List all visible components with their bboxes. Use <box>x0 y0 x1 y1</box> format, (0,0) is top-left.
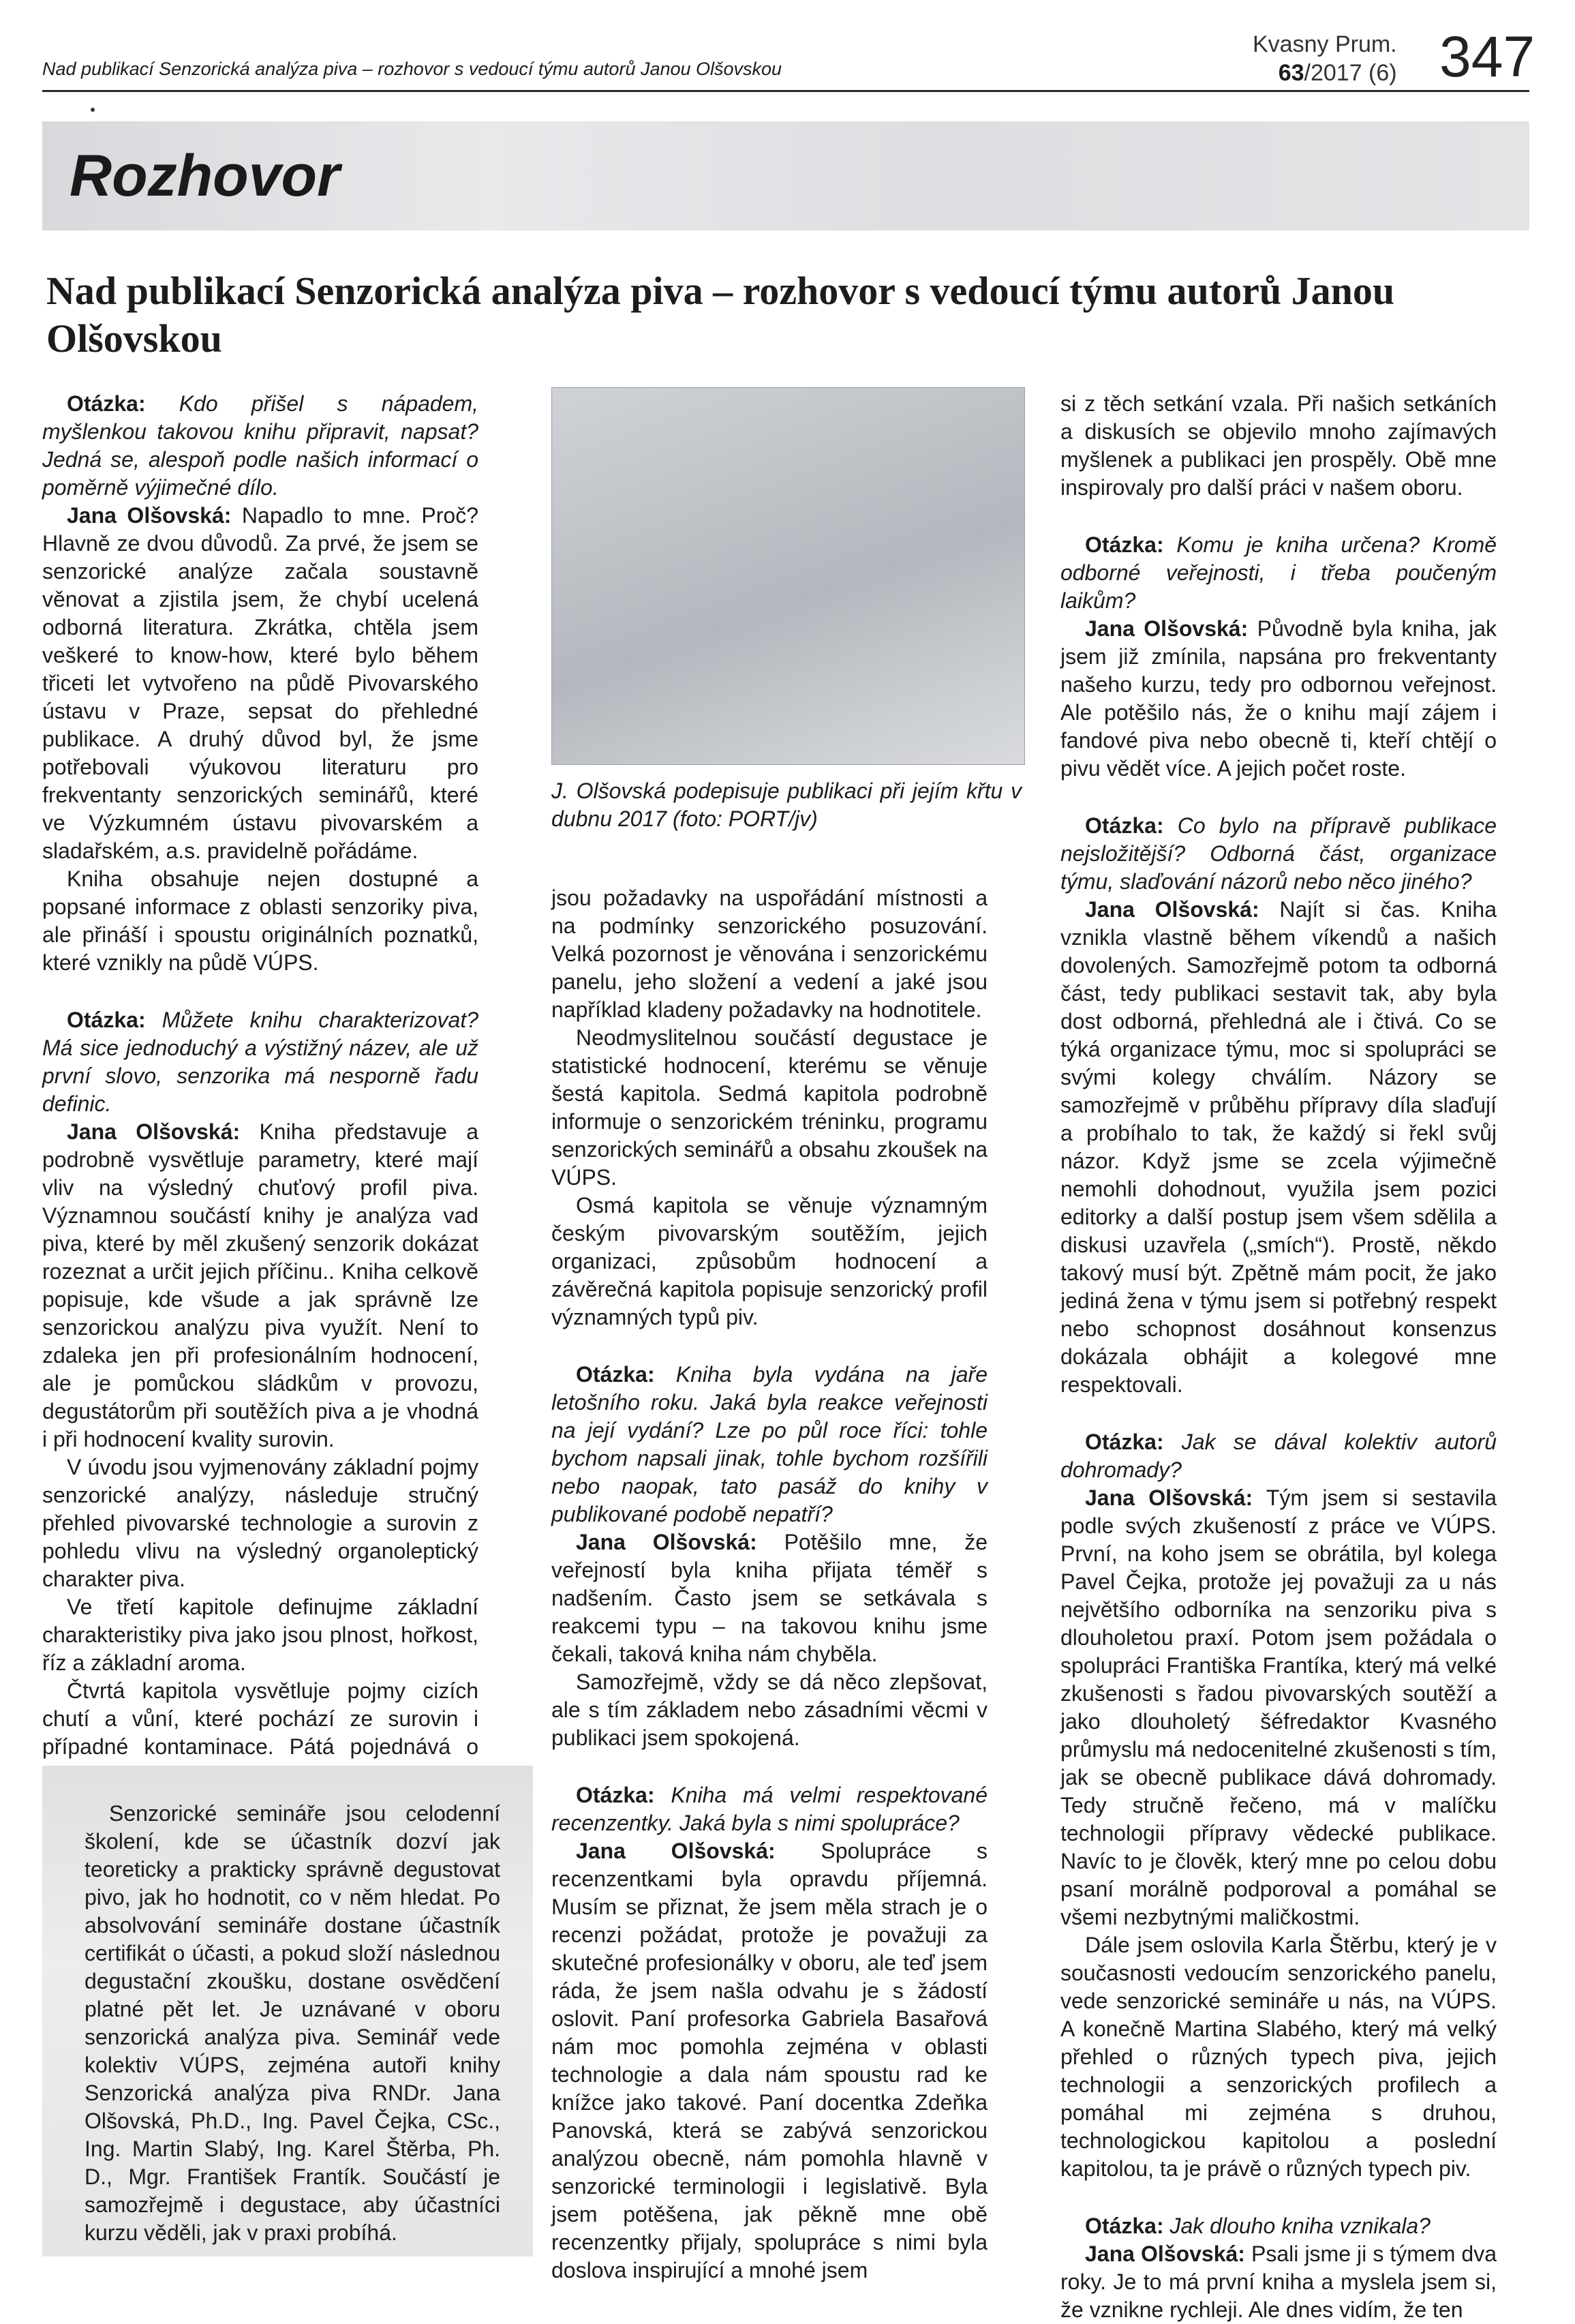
body-paragraph: Osmá kapitola se věnuje významným českým pivovarským soutěžím, jejich organizaci, způsobům hodnocení a závěrečná kapitola popisuje senzorický profil významných typů piv. <box>551 1193 988 1329</box>
photo-caption: J. Olšovská podepisuje publikaci při jejím křtu v dubnu 2017 (foto: PORT/jv) <box>551 779 1022 831</box>
answer-paragraph <box>42 1118 478 1453</box>
answer-paragraph <box>551 1528 988 1668</box>
question-text: Jak dlouho kniha vznikala? <box>1169 2214 1431 2238</box>
question-paragraph <box>1060 812 1497 896</box>
speaker-label: Jana Olšovská: <box>1085 897 1259 922</box>
volume-issue <box>1253 59 1397 87</box>
column-2 <box>551 884 988 2284</box>
question-text: Komu je kniha určena? Kromě odborné veřejnosti, i třeba poučeným laikům? <box>1060 532 1497 613</box>
body-paragraph: Ve třetí kapitole definujme základní charakteristiky piva jako jsou plnost, hořkost, říz a základní aroma. <box>42 1595 478 1675</box>
article-photo <box>551 387 1025 765</box>
question-text: Jak se dával kolektiv autorů dohromady? <box>1060 1430 1497 1482</box>
answer-paragraph <box>1060 615 1497 783</box>
question-label: Otázka: <box>1085 1430 1164 1454</box>
answer-text: Kniha představuje a podrobně vysvětluje parametry, které mají vliv na výsledný chuťový profil piva. Významnou součástí knihy je analýza vad piva, které by měl zkušený senzorik dokázat rozeznat a určit jejich příčinu.. Kniha celkově popisuje, kde všude a jak správně lze senzorickou analýzu piva využít. Není to zdaleka jen při profesionálním hodnocení, ale je pomůckou sládkům v provozu, degustátorům při soutěžích piva a je vhodná i při hodnocení kvality surovin. <box>42 1119 479 1451</box>
page-number: 347 <box>1439 25 1535 89</box>
question-text: Kniha má velmi respektované recenzentky. Jaká byla s nimi spolupráce? <box>551 1783 988 1835</box>
speaker-label: Jana Olšovská: <box>576 1530 757 1554</box>
answer-text: Napadlo to mne. Proč? Hlavně ze dvou důvodů. Za prvé, že jsem se senzorické analýze začala soustavně věnovat a zjistila jsem, že chybí ucelená odborná literatura. Zkrátka, chtěla jsem veškeré to know-how, které bylo během třiceti let vytvořeno na půdě Pivovarského ústavu v Praze, sepsat do přehledné publikace. A druhý důvod byl, že jsme potřebovali výukovou literaturu pro frekventanty senzorických seminářů, které ve Výzkumném ústavu pivovarském a sladařském, a.s. pravidelně pořádáme. <box>42 503 479 863</box>
answer-text: Spolupráce s recenzentkami byla opravdu příjemná. Musím se přiznat, že jsem měla strach je o recenzi požádat, protože je považuji za skutečné profesionálky v oboru, ale teď jsem ráda, že jsem našla odvahu je s žádostí oslovit. Paní profesorka Gabriela Basařová nám moc pomohla zejména v oblasti technologie a dala nám spoustu rad ke knížce jako takové. Paní docentka Zdeňka Panovská, která se zabývá senzorickou analýzou obecně, nám pomohla hlavně v senzorické terminologii i legislativě. Byla jsem potěšena, jak pěkně mne obě recenzentky přijaly, spolupráce s nimi byla doslova inspirující a mnohé jsem <box>551 1839 988 2282</box>
answer-text: Potěšilo mne, že veřejností byla kniha přijata téměř s nadšením. Často jsem se setkávala s reakcemi typu – na takovou knihu jsme čekali, taková kniha nám chyběla. <box>551 1530 988 1666</box>
answer-paragraph <box>551 1837 988 2284</box>
question-paragraph <box>1060 531 1497 615</box>
question-paragraph <box>42 390 478 502</box>
article-title: Nad publikací Senzorická analýza piva – rozhovor s vedoucí týmu autorů Janou Olšovskou <box>46 269 1395 361</box>
body-paragraph: Dále jsem oslovila Karla Štěrbu, který je v současnosti vedoucím senzorického panelu, vede senzorické semináře u nás, na VÚPS. A konečně Martina Slabého, který má velký přehled o různých typech piva, jejich technologii a senzorických profilech a pomáhal mi zejména s druhou, technologickou kapitolou a poslední kapitolou, ta je právě o různých typech piv. <box>1060 1933 1497 2181</box>
question-label: Otázka: <box>67 1008 146 1032</box>
speaker-label: Jana Olšovská: <box>67 1119 241 1144</box>
question-label: Otázka: <box>67 391 146 416</box>
answer-paragraph <box>1060 1484 1497 1931</box>
question-label: Otázka: <box>1085 813 1164 838</box>
sidebar-box-text: Senzorické semináře jsou celodenní školení, kde se účastník dozví jak teoreticky a prakticky správně degustovat pivo, jak ho hodnotit, co v něm hledat. Po absolvování semináře dostane účastník certifikát o účasti, a pokud složí následnou degustační zkoušku, dostane osvědčení platné pět let. Je uznávané v oboru senzorická analýza piva. Seminář vede kolektiv VÚPS, zejména autoři knihy Senzorická analýza piva RNDr. Jana Olšovská, Ph.D., Ing. Pavel Čejka, CSc., Ing. Martin Slabý, Ing. Karel Štěrba, Ph. D., Mgr. František Frantík. Součástí je samozřejmě i degustace, aby účastníci kurzu věděli, jak v praxi probíhá. <box>85 1801 500 2245</box>
question-text: Můžete knihu charakterizovat? Má sice jednoduchý a výstižný název, ale už první slovo, senzorika má nesporně řadu definic. <box>42 1008 478 1116</box>
question-text: Kdo přišel s nápadem, myšlenkou takovou knihu připravit, napsat? Jedná se, alespoň podle našich informací o poměrně výjimečné dílo. <box>42 391 479 500</box>
body-paragraph: Čtvrtá kapitola vysvětluje pojmy cizích chutí a vůní, které pochází ze surovin i případné kontaminace. Pátá pojednává o <box>42 1678 478 1759</box>
bullet-dot <box>91 108 95 112</box>
answer-text: Psali jsme ji s týmem dva roky. Je to má první kniha a myslela jsem si, že vznikne rychleji. Ale dnes vidím, že ten <box>1060 2242 1497 2322</box>
speaker-label: Jana Olšovská: <box>1085 1485 1253 1510</box>
speaker-label: Jana Olšovská: <box>576 1839 776 1863</box>
speaker-label: Jana Olšovská: <box>67 503 232 528</box>
answer-text: Původně byla kniha, jak jsem již zmínila, napsána pro frekventanty našeho kurzu, tedy pro odbornou veřejnost. Ale potěšilo nás, že o knihu mají zájem i fandové piva nebo obecně ti, kteří chtějí o pivu vědět více. A jejich počet roste. <box>1060 616 1497 781</box>
journal-citation <box>1253 30 1397 87</box>
question-paragraph <box>42 1006 478 1118</box>
body-paragraph: jsou požadavky na uspořádání místnosti a na podmínky senzorického posuzování. Velká pozornost je věnována i senzorickému panelu, jeho složení a vedení a jaké jsou například kladeny požadavky na hodnotitele. <box>551 886 988 1022</box>
body-paragraph: V úvodu jsou vyjmenovány základní pojmy senzorické analýzy, následuje stručný přehled pivovarské technologie a surovin z pohledu vlivu na výsledný organoleptický charakter piva. <box>42 1455 478 1591</box>
column-1 <box>42 390 478 1789</box>
question-label: Otázka: <box>576 1783 655 1807</box>
question-text: Kniha byla vydána na jaře letošního roku. Jaká byla reakce veřejnosti na její vydání? Lze po půl roce říci: tohle bychom napsali jinak, tohle bychom rozšířili nebo naopak, tato pasáž do knihy v publikované podobě nepatří? <box>551 1362 988 1526</box>
question-paragraph <box>551 1781 988 1837</box>
speaker-label: Jana Olšovská: <box>1085 616 1249 641</box>
body-paragraph: si z těch setkání vzala. Při našich setkáních a diskusích se objevilo mnoho zajímavých myšlenek a publikaci jen prospěly. Obě mne inspirovaly pro další práci v našem oboru. <box>1060 391 1497 500</box>
volume: 63 <box>1278 60 1304 86</box>
year-issue: /2017 (6) <box>1304 60 1397 86</box>
body-paragraph: Neodmyslitelnou součástí degustace je statistické hodnocení, kterému se věnuje šestá kapitola. Sedmá kapitola podrobně informuje o senzorickém tréninku, programu senzorických seminářů a obsahu zkoušek na VÚPS. <box>551 1025 988 1190</box>
question-paragraph <box>1060 1428 1497 1484</box>
answer-paragraph <box>1060 2240 1497 2324</box>
running-title: Nad publikací Senzorická analýza piva – rozhovor s vedoucí týmu autorů Janou Olšovskou <box>42 59 782 79</box>
question-label: Otázka: <box>576 1362 655 1387</box>
body-paragraph: Samozřejmě, vždy se dá něco zlepšovat, ale s tím základem nebo zásadními věcmi v publikaci jsem spokojená. <box>551 1670 988 1750</box>
answer-text: Najít si čas. Kniha vznikla vlastně během víkendů a našich dovolených. Samozřejmě potom ta odborná část, tedy publikaci sestavit tak, aby byla dost odborná, přehledná ale i čtivá. Co se týká organizace týmu, moc si spolupráci se svými kolegy chválím. Názory se samozřejmě v průběhu přípravy díla slaďují a probíhalo to tak, že každý si řekl svůj názor. Když jsme se zcela výjimečně nemohli dohodnout, využila jsem pozici editorky a další postup jsem všem sdělila a diskusi uzavřela („smích“). Prostě, někdo takový musí být. Zpětně mám pocit, že jako jediná žena v týmu jsem si potřebný respekt nebo schopnost dosáhnout konsenzus dokázala obhájit a kolegové mne respektovali. <box>1060 897 1497 1397</box>
body-paragraph: Kniha obsahuje nejen dostupné a popsané informace z oblasti senzoriky piva, ale přináší i spoustu originálních poznatků, které vznikly na půdě VÚPS. <box>42 866 478 975</box>
section-title: Rozhovor <box>70 143 340 209</box>
section-banner <box>42 121 1529 230</box>
question-text: Co bylo na přípravě publikace nejsložitější? Odborná část, organizace týmu, slaďování názorů nebo něco jiného? <box>1060 813 1497 894</box>
question-paragraph <box>1060 2212 1497 2240</box>
speaker-label: Jana Olšovská: <box>1085 2242 1245 2266</box>
question-label: Otázka: <box>1085 532 1164 557</box>
answer-paragraph <box>1060 896 1497 1399</box>
column-3 <box>1060 390 1497 2324</box>
question-label: Otázka: <box>1085 2214 1164 2238</box>
question-paragraph <box>551 1361 988 1528</box>
journal-name: Kvasny Prum. <box>1253 31 1397 57</box>
answer-text: Tým jsem si sestavila podle svých zkušeností z práce ve VÚPS. První, na koho jsem se obrátila, byl kolega Pavel Čejka, protože jej považuji za u nás největšího odborníka na senzoriku piva s dlouholetou praxí. Potom jsem požádala o spolupráci Františka Frantíka, který má velké zkušenosti s řadou pivovarských soutěží a jako dlouholetý šéfredaktor Kvasného průmyslu má nedocenitelné zkušenosti s tím, jak se obecně publikace dává dohromady. Tedy stručně řečeno, má v malíčku technologii přípravy vědecké publikace. Navíc to je člověk, který mne po celou dobu psaní morálně podporoval a pomáhal se všemi nezbytnými maličkostmi. <box>1060 1485 1497 1929</box>
answer-paragraph <box>42 502 478 865</box>
header-rule <box>42 90 1529 92</box>
